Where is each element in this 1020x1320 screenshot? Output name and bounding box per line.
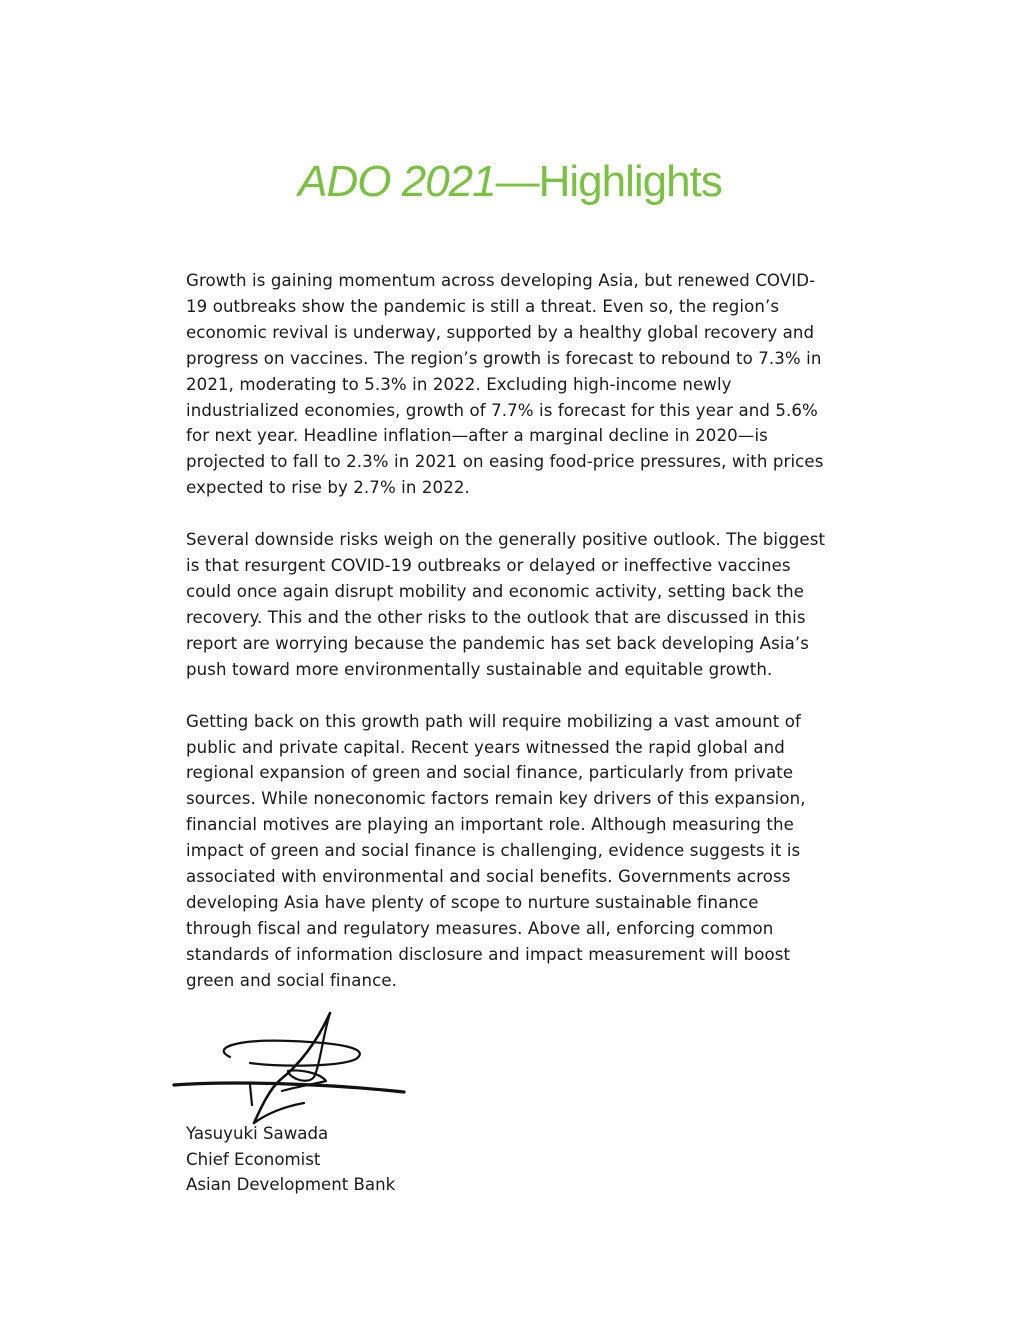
title-italic-part: ADO 2021 xyxy=(298,157,496,206)
page-title xyxy=(0,152,1020,212)
paragraph-finance: Getting back on this growth path will require mobilizing a vast amount of public and private capital. Recent years witnessed the rapid global and regional expansion of green and social finance, particularly from private sources. While noneconomic factors remain key drivers of this expansion, financial motives are playing an important role. Although measuring the impact of green and social finance is challenging, evidence suggests it is associated with environmental and social benefits. Governments across developing Asia have plenty of scope to nurture sustainable finance through fiscal and regulatory measures. Above all, enforcing common standards of information disclosure and impact measurement will boost green and social finance. xyxy=(186,711,806,990)
signer-organization: Asian Development Bank xyxy=(186,1175,396,1194)
highlights-body xyxy=(186,268,826,1020)
handwritten-signature xyxy=(170,1005,415,1135)
signer-name: Yasuyuki Sawada xyxy=(186,1124,329,1143)
paragraph-growth: Growth is gaining momentum across developing Asia, but renewed COVID-19 outbreaks show the pandemic is still a threat. Even so, the region’s economic revival is underway, supported by a healthy global recovery and progress on vaccines. The region’s growth is forecast to rebound to 7.3% in 2021, moderating to 5.3% in 2022. Excluding high-income newly industrialized economies, growth of 7.7% is forecast for this year and 5.6% for next year. Headline inflation—after a marginal decline in 2020—is projected to fall to 2.3% in 2021 on easing food-price pressures, with prices expected to rise by 2.7% in 2022. xyxy=(186,271,824,498)
title-rest: —Highlights xyxy=(495,157,722,206)
signer-block xyxy=(186,1121,395,1198)
signer-role: Chief Economist xyxy=(186,1149,321,1169)
paragraph-risks: Several downside risks weigh on the generally positive outlook. The biggest is that resurgent COVID-19 outbreaks or delayed or ineffective vaccines could once again disrupt mobility and economic activity, setting back the recovery. This and the other risks to the outlook that are discussed in this report are worrying because the pandemic has set back developing Asia’s push toward more environmentally sustainable and equitable growth. xyxy=(186,530,826,679)
